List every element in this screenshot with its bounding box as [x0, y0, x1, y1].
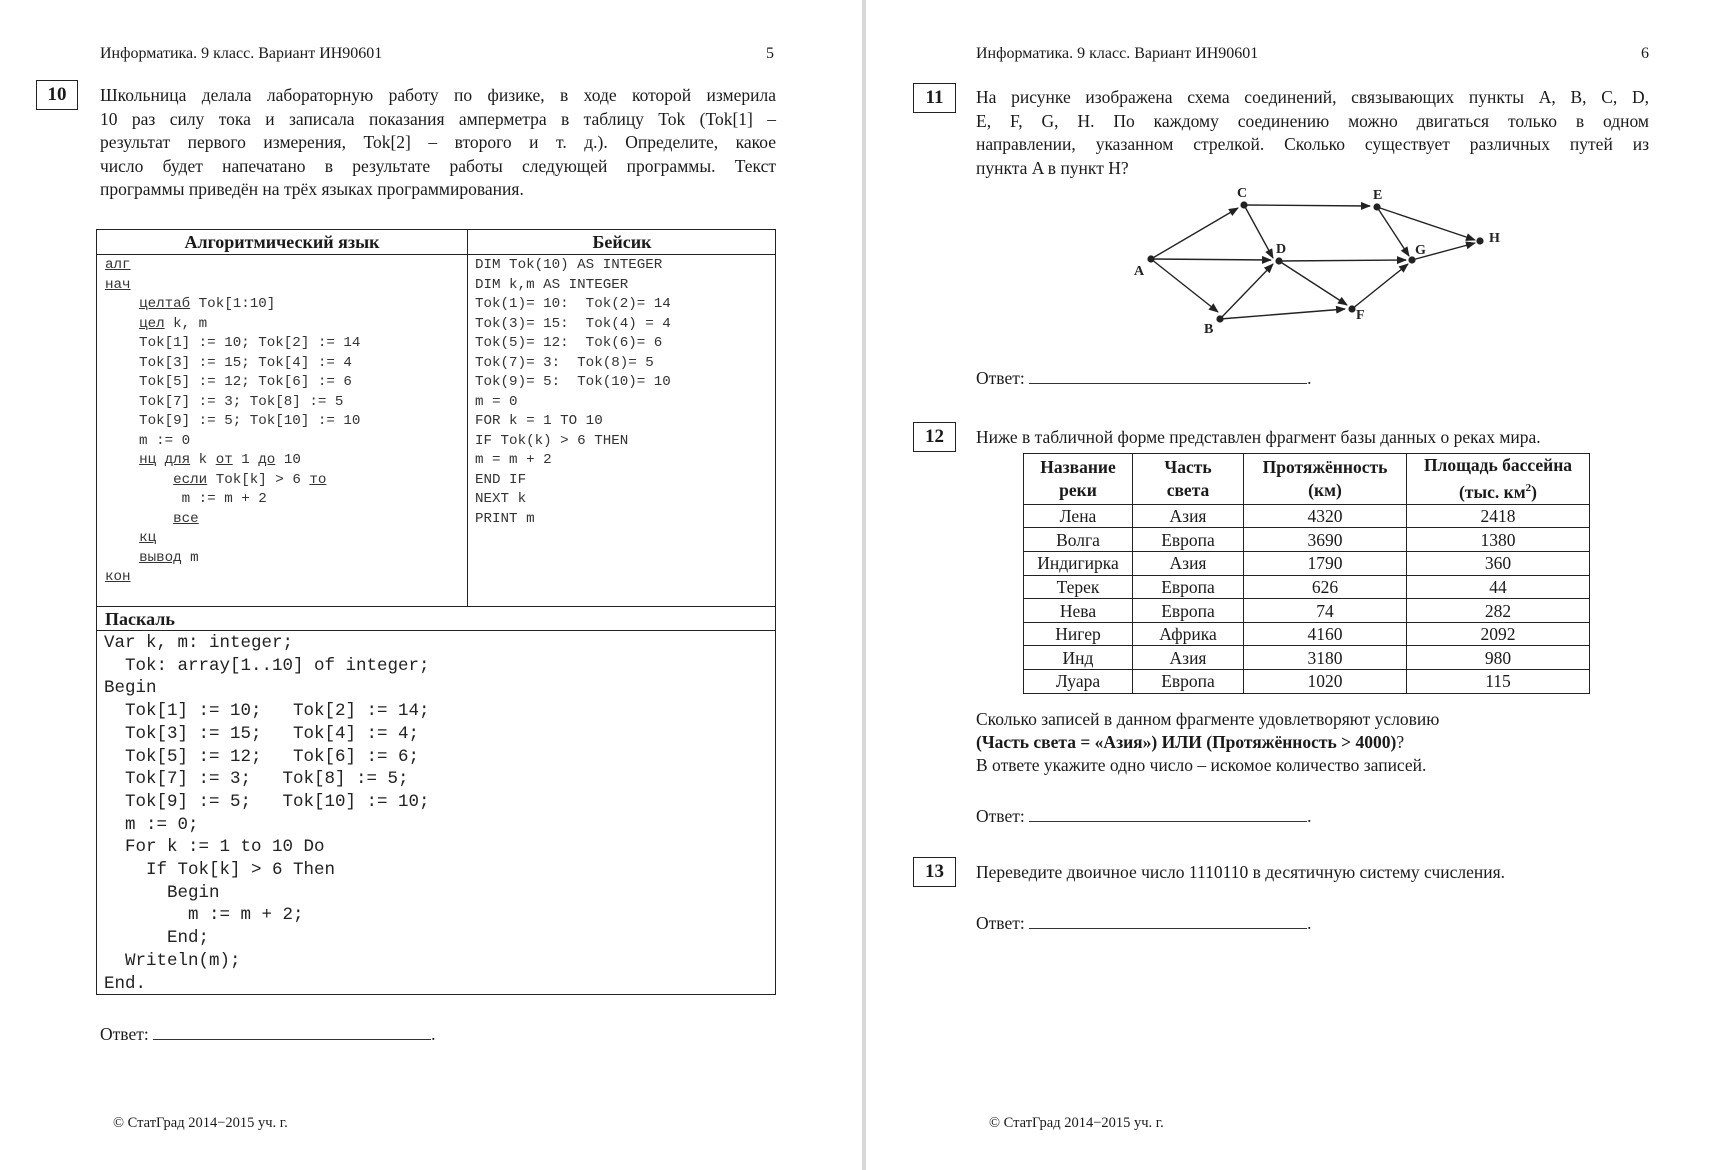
table-cell: Лена	[1024, 504, 1133, 528]
table-cell: 2418	[1407, 504, 1590, 528]
question-11-text	[976, 86, 1649, 180]
table-row	[1024, 669, 1590, 693]
edge-f-g	[1352, 264, 1408, 309]
column-header-area: Площадь бассейна (тыс. $км^2$)	[1407, 454, 1590, 505]
node-h	[1476, 237, 1483, 244]
question-number-box: 12	[913, 422, 956, 452]
answer-field[interactable]	[1029, 366, 1307, 384]
algorithmic-code: алг нач целтаб Tok[1:10] цел k, m Tok[1] := 10; Tok[2] := 14 Tok[3] := 15; Tok[4] := 4 Tok[5] := 12; Tok[6] := 6 Tok[7] := 3; Tok[8] := 5 Tok[9] := 5; Tok[10] := 10 m := 0 нц для k от 1 до 10 если Tok[k] > 6 то m := m + 2 все кц вывод m кон	[105, 257, 361, 585]
table-cell: 1380	[1407, 528, 1590, 552]
program-table	[96, 229, 776, 995]
table-row	[1024, 575, 1590, 599]
table-cell: 1020	[1244, 669, 1407, 693]
text-line: На рисунке изображена схема соединений, связывающих пункты A, B, C, D,	[976, 87, 1649, 107]
table-cell: Европа	[1133, 528, 1244, 552]
pascal-code: Var k, m: integer; Tok: array[1..10] of integer; Begin Tok[1] := 10; Tok[2] := 14; Tok[3] := 15; Tok[4] := 4; Tok[5] := 12; Tok[6] := 6; Tok[7] := 3; Tok[8] := 5; Tok[9] := 5; Tok[10] := 10; m := 0; For k := 1 to 10 Do If Tok[k] > 6 Then Begin m := m + 2; End; Writeln(m); End.	[104, 633, 430, 994]
edge-c-d	[1244, 205, 1273, 258]
text-line: программы приведён на трёх языках программирования.	[100, 179, 524, 199]
table-cell: 626	[1244, 575, 1407, 599]
edge-e-h	[1377, 207, 1475, 240]
graph-nodes	[1147, 201, 1483, 322]
node-d	[1275, 257, 1282, 264]
condition-expression: (Часть света = «Азия») ИЛИ (Протяжённость > 4000)?	[976, 732, 1405, 752]
question-12-intro: Ниже в табличной форме представлен фрагмент базы данных о реках мира.	[976, 427, 1541, 447]
question-number-box: 11	[913, 83, 956, 113]
node-c	[1240, 201, 1247, 208]
table-header-row	[1024, 454, 1590, 505]
edge-b-f	[1220, 309, 1345, 319]
table-cell: Европа	[1133, 669, 1244, 693]
question-10-text	[100, 84, 776, 202]
answer-row: Ответ: .	[976, 913, 1312, 933]
text-line: число будет напечатано в результате работы следующей программы. Текст	[100, 155, 776, 176]
table-cell: Азия	[1133, 552, 1244, 576]
node-label-c: C	[1237, 186, 1248, 201]
basic-code: DIM Tok(10) AS INTEGER DIM k,m AS INTEGER Tok(1)= 10: Tok(2)= 14 Tok(3)= 15: Tok(4) = 4 Tok(5)= 12: Tok(6)= 6 Tok(7)= 3: Tok(8)= 5 Tok(9)= 5: Tok(10)= 10 m = 0 FOR k = 1 TO 10 IF Tok(k) > 6 THEN m = m + 2 END IF NEXT k PRINT m	[475, 257, 671, 527]
node-a	[1147, 255, 1154, 262]
graph-edges	[1151, 205, 1475, 319]
table-row	[1024, 622, 1590, 646]
question-13-text: Переведите двоичное число 1110110 в десятичную систему счисления.	[976, 862, 1506, 882]
edge-a-c	[1151, 208, 1238, 259]
page-header: Информатика. 9 класс. Вариант ИН90601	[100, 45, 383, 62]
column-header-length: Протяжённость (км)	[1244, 454, 1407, 505]
node-label-e: E	[1373, 188, 1383, 203]
table-row	[1024, 552, 1590, 576]
edge-b-d	[1220, 264, 1273, 319]
edge-a-b	[1151, 259, 1218, 312]
table-cell: 4160	[1244, 622, 1407, 646]
answer-label: Ответ:	[976, 913, 1025, 933]
question-number-box: 10	[36, 80, 78, 110]
node-label-g: G	[1415, 243, 1426, 258]
node-label-a: A	[1134, 264, 1145, 279]
edge-d-g	[1279, 260, 1406, 261]
footer-copyright: © СтатГрад 2014−2015 уч. г.	[113, 1115, 288, 1131]
table-cell: Нева	[1024, 599, 1133, 623]
page-number: 5	[766, 45, 774, 62]
condition-instruction: В ответе укажите одно число – искомое количество записей.	[976, 755, 1427, 775]
pascal-header-divider	[97, 630, 775, 631]
edge-c-e	[1244, 205, 1370, 206]
question-number-box: 13	[913, 857, 956, 887]
rivers-table	[1023, 453, 1590, 694]
page-header: Информатика. 9 класс. Вариант ИН90601	[976, 45, 1259, 62]
table-cell: Азия	[1133, 504, 1244, 528]
table-cell: 3690	[1244, 528, 1407, 552]
table-cell: Африка	[1133, 622, 1244, 646]
table-cell: 980	[1407, 646, 1590, 670]
node-e	[1373, 203, 1380, 210]
node-label-d: D	[1276, 242, 1287, 257]
answer-field[interactable]	[153, 1022, 431, 1040]
answer-label: Ответ:	[976, 368, 1025, 388]
table-cell: 3180	[1244, 646, 1407, 670]
edge-a-d	[1151, 259, 1271, 260]
text-line: 10 раз силу тока и записала показания амперметра в таблицу Tok (Tok[1] –	[100, 108, 776, 129]
table-cell: 115	[1407, 669, 1590, 693]
table-cell: Волга	[1024, 528, 1133, 552]
table-cell: 1790	[1244, 552, 1407, 576]
pascal-header: Паскаль	[105, 609, 175, 629]
answer-row: Ответ: .	[976, 368, 1312, 388]
table-cell: Европа	[1133, 599, 1244, 623]
answer-row: Ответ: .	[976, 806, 1312, 826]
table-cell: 282	[1407, 599, 1590, 623]
graph-diagram	[1130, 185, 1510, 340]
text-line: E, F, G, H. По каждому соединению можно двигаться только в одном	[976, 110, 1649, 131]
answer-field[interactable]	[1029, 804, 1307, 822]
question-12-condition	[976, 708, 1439, 777]
algorithmic-language-header: Алгоритмический язык	[184, 232, 380, 252]
table-cell: Европа	[1133, 575, 1244, 599]
table-cell: 2092	[1407, 622, 1590, 646]
text-line: направлении, указанном стрелкой. Сколько существует различных путей из	[976, 134, 1649, 154]
table-cell: 360	[1407, 552, 1590, 576]
table-cell: 44	[1407, 575, 1590, 599]
node-b	[1216, 315, 1223, 322]
table-cell: Инд	[1024, 646, 1133, 670]
table-cell: Азия	[1133, 646, 1244, 670]
table-cell: Индигирка	[1024, 552, 1133, 576]
node-f	[1348, 305, 1355, 312]
edge-e-g	[1377, 207, 1409, 256]
table-row	[1024, 599, 1590, 623]
basic-header: Бейсик	[592, 232, 652, 252]
node-label-b: B	[1204, 322, 1214, 337]
condition-intro: Сколько записей в данном фрагменте удовлетворяют условию	[976, 709, 1440, 729]
answer-label: Ответ:	[976, 806, 1025, 826]
text-line: пункта A в пункт H?	[976, 157, 1129, 178]
edge-d-f	[1279, 261, 1347, 305]
text-line: результат первого измерения, Tok[2] – второго и т. д.). Определите, какое	[100, 132, 776, 152]
table-row	[1024, 504, 1590, 528]
column-divider	[467, 230, 468, 606]
node-label-h: H	[1489, 231, 1500, 246]
table-cell: Луара	[1024, 669, 1133, 693]
table-row	[1024, 528, 1590, 552]
text-line: Школьница делала лабораторную работу по физике, в ходе которой измерила	[100, 85, 776, 105]
table-cell: 74	[1244, 599, 1407, 623]
column-header-part: Часть света	[1133, 454, 1244, 505]
table-cell: Нигер	[1024, 622, 1133, 646]
footer-copyright: © СтатГрад 2014−2015 уч. г.	[989, 1115, 1164, 1131]
node-label-f: F	[1356, 308, 1365, 323]
section-divider	[97, 606, 775, 607]
table-cell: Терек	[1024, 575, 1133, 599]
answer-row: Ответ: .	[100, 1024, 436, 1044]
page-5	[0, 0, 862, 1170]
answer-field[interactable]	[1029, 911, 1307, 929]
column-header-name: Название реки	[1024, 454, 1133, 505]
table-cell: 4320	[1244, 504, 1407, 528]
answer-label: Ответ:	[100, 1024, 149, 1044]
header-divider	[97, 254, 775, 255]
page-number: 6	[1641, 45, 1649, 62]
table-row	[1024, 646, 1590, 670]
